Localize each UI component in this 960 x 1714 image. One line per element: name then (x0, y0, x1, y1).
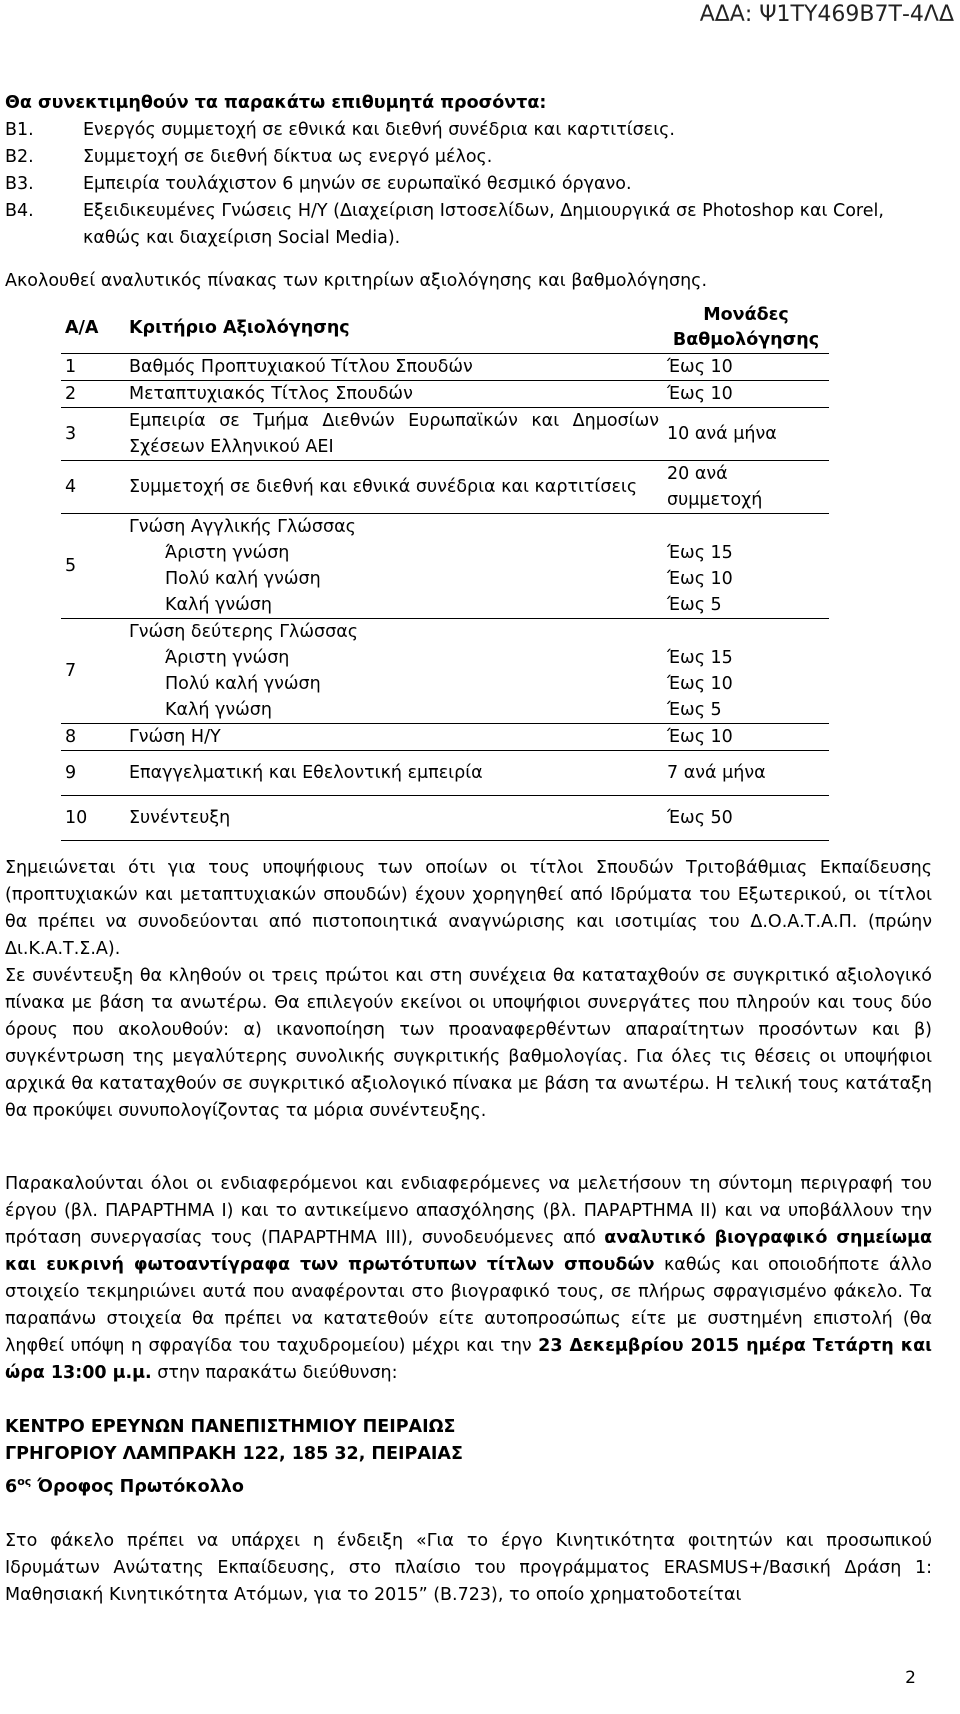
table-header-row (61, 299, 829, 354)
table-row: 3 Εμπειρία σε Τμήμα Διεθνών Ευρωπαϊκών και Δημοσίων Σχέσεων Ελληνικού ΑΕΙ 10 ανά μήνα (61, 408, 829, 461)
paragraph-interview: Σε συνέντευξη θα κληθούν οι τρεις πρώτοι και στη συνέχεια θα καταταχθούν σε συγκριτικό αξιολογικό πίνακα με βάση τα ανωτέρω. Θα επιλεγούν εκείνοι οι υποψήφιοι συνεργάτες που πληρούν και τους δύο όρους που ακολουθούν: α) ικανοποίηση των προαναφερθέντων απαραίτητων προσόντων και β) συγκέντρωση της μεγαλύτερης συνολικής συγκριτικής βαθμολογίας. Για όλες τις θέσεις οι υποψήφιοι αρχικά θα καταταχθούν σε συγκριτικό αξιολογικό πίνακα με βάση τα ανωτέρω. Η τελική τους κατάταξη θα προκύψει συνυπολογίζοντας τα μόρια συνέντευξης. (5, 966, 932, 1121)
table-row: 5 Γνώση Αγγλικής Γλώσσας Άριστη γνώση Πολύ καλή γνώση Καλή γνώση Έως 15 Έως 10 Έως 5 (61, 514, 829, 619)
desired-list (5, 117, 932, 252)
paragraph-submission: Παρακαλούνται όλοι οι ενδιαφερόμενοι και ενδιαφερόμενες να μελετήσουν τη σύντομη περιγραφή του έργου (βλ. ΠΑΡΑΡΤΗΜΑ Ι) και το αντικείμενο απασχόλησης (βλ. ΠΑΡΑΡΤΗΜΑ ΙΙ) και να υποβάλλουν την πρόταση συνεργασίας τους (ΠΑΡΑΡΤΗΜΑ ΙΙΙ), συνοδευόμενες από αναλυτικό βιογραφικό σημείωμα και ευκρινή φωτοαντίγραφα των πρωτότυπων τίτλων σπουδών καθώς και οποιοδήποτε άλλο στοιχείο τεκμηριώνει αυτά που αναφέρονται στο βιογραφικό τους, σε πλήρως σφραγισμένο φάκελο. Τα παραπάνω στοιχεία θα πρέπει να κατατεθούν είτε αυτοπροσώπως είτε με συστημένη επιστολή (θα ληφθεί υπόψη η σφραγίδα του ταχυδρομείου) μέχρι και την 23 Δεκεμβρίου 2015 ημέρα Τετάρτη και ώρα 13:00 μ.μ. στην παρακάτω διεύθυνση: (5, 1174, 933, 1383)
table-row: 9 Επαγγελματική και Εθελοντική εμπειρία 7 ανά μήνα (61, 751, 829, 796)
list-item: Β1. Ενεργός συμμετοχή σε εθνικά και διεθνή συνέδρια και καρτιτίσεις. (5, 120, 675, 140)
criteria-table (61, 299, 829, 841)
header-aa: Α/Α (61, 299, 125, 354)
address-line-2: ΓΡΗΓΟΡΙΟΥ ΛΑΜΠΡΑΚΗ 122, 185 32, ΠΕΙΡΑΙΑΣ (5, 1444, 463, 1464)
page-number: 2 (905, 1668, 916, 1688)
address-line-1: ΚΕΝΤΡΟ ΕΡΕΥΝΩΝ ΠΑΝΕΠΙΣΤΗΜΙΟΥ ΠΕΙΡΑΙΩΣ (5, 1417, 456, 1437)
header-criterion: Κριτήριο Αξιολόγησης (125, 299, 663, 354)
table-row: 1 Βαθμός Προπτυχιακού Τίτλου Σπουδών Έως 10 (61, 354, 829, 381)
table-intro: Ακολουθεί αναλυτικός πίνακας των κριτηρίων αξιολόγησης και βαθμολόγησης. (5, 271, 708, 291)
list-item: Β4. Εξειδικευμένες Γνώσεις Η/Υ (Διαχείριση Ιστοσελίδων, Δημιουργικά σε Photoshop και Corel, καθώς και διαχείριση Social Media). (5, 201, 884, 248)
table-row: 4 Συμμετοχή σε διεθνή και εθνικά συνέδρια και καρτιτίσεις 20 ανά συμμετοχή (61, 461, 829, 514)
header-units: Μονάδες Βαθμολόγησης (663, 299, 829, 354)
table-row: 2 Μεταπτυχιακός Τίτλος Σπουδών Έως 10 (61, 381, 829, 408)
address-line-3: $6^{o\varsigma}$ Όροφος Πρωτόκολλο (5, 1475, 244, 1497)
table-row: 8 Γνώση Η/Υ Έως 10 (61, 724, 829, 751)
document-body (5, 90, 932, 1609)
table-row: 7 Γνώση δεύτερης Γλώσσας Άριστη γνώση Πολύ καλή γνώση Καλή γνώση Έως 15 Έως 10 Έως 5 (61, 619, 829, 724)
table-row: 10 Συνέντευξη Έως 50 (61, 796, 829, 841)
paragraph-envelope: Στο φάκελο πρέπει να υπάρχει η ένδειξη «Για το έργο Κινητικότητα φοιτητών και προσωπικού Ιδρυμάτων Ανώτατης Εκπαίδευσης, στο πλαίσιο του προγράμματος ERASMUS+/Βασική Δράση 1: Μαθησιακή Κινητικότητα Ατόμων, για το 2015” (Β.723), το οποίο χρηματοδοτείται (5, 1530, 932, 1605)
document-id: ΑΔΑ: Ψ1ΤΥ469Β7Τ-4ΛΔ (699, 2, 954, 27)
paragraph-foreign-degrees: Σημειώνεται ότι για τους υποψήφιους των οποίων οι τίτλοι Σπουδών Τριτοβάθμιας Εκπαίδευσης (προπτυχιακών και μεταπτυχιακών σπουδών) έχουν χορηγηθεί από Ιδρύματα του Εξωτερικού, οι τίτλοι θα πρέπει να συνοδεύονται από πιστοποιητικά αναγνώρισης και ισοτιμίας του Δ.Ο.Α.Τ.Α.Π. (πρώην Δι.Κ.Α.Τ.Σ.Α). (5, 858, 932, 959)
desired-title: Θα συνεκτιμηθούν τα παρακάτω επιθυμητά προσόντα: (5, 93, 547, 113)
list-item: Β3. Εμπειρία τουλάχιστον 6 μηνών σε ευρωπαϊκό θεσμικό όργανο. (5, 174, 632, 194)
list-item: Β2. Συμμετοχή σε διεθνή δίκτυα ως ενεργό μέλος. (5, 147, 493, 167)
